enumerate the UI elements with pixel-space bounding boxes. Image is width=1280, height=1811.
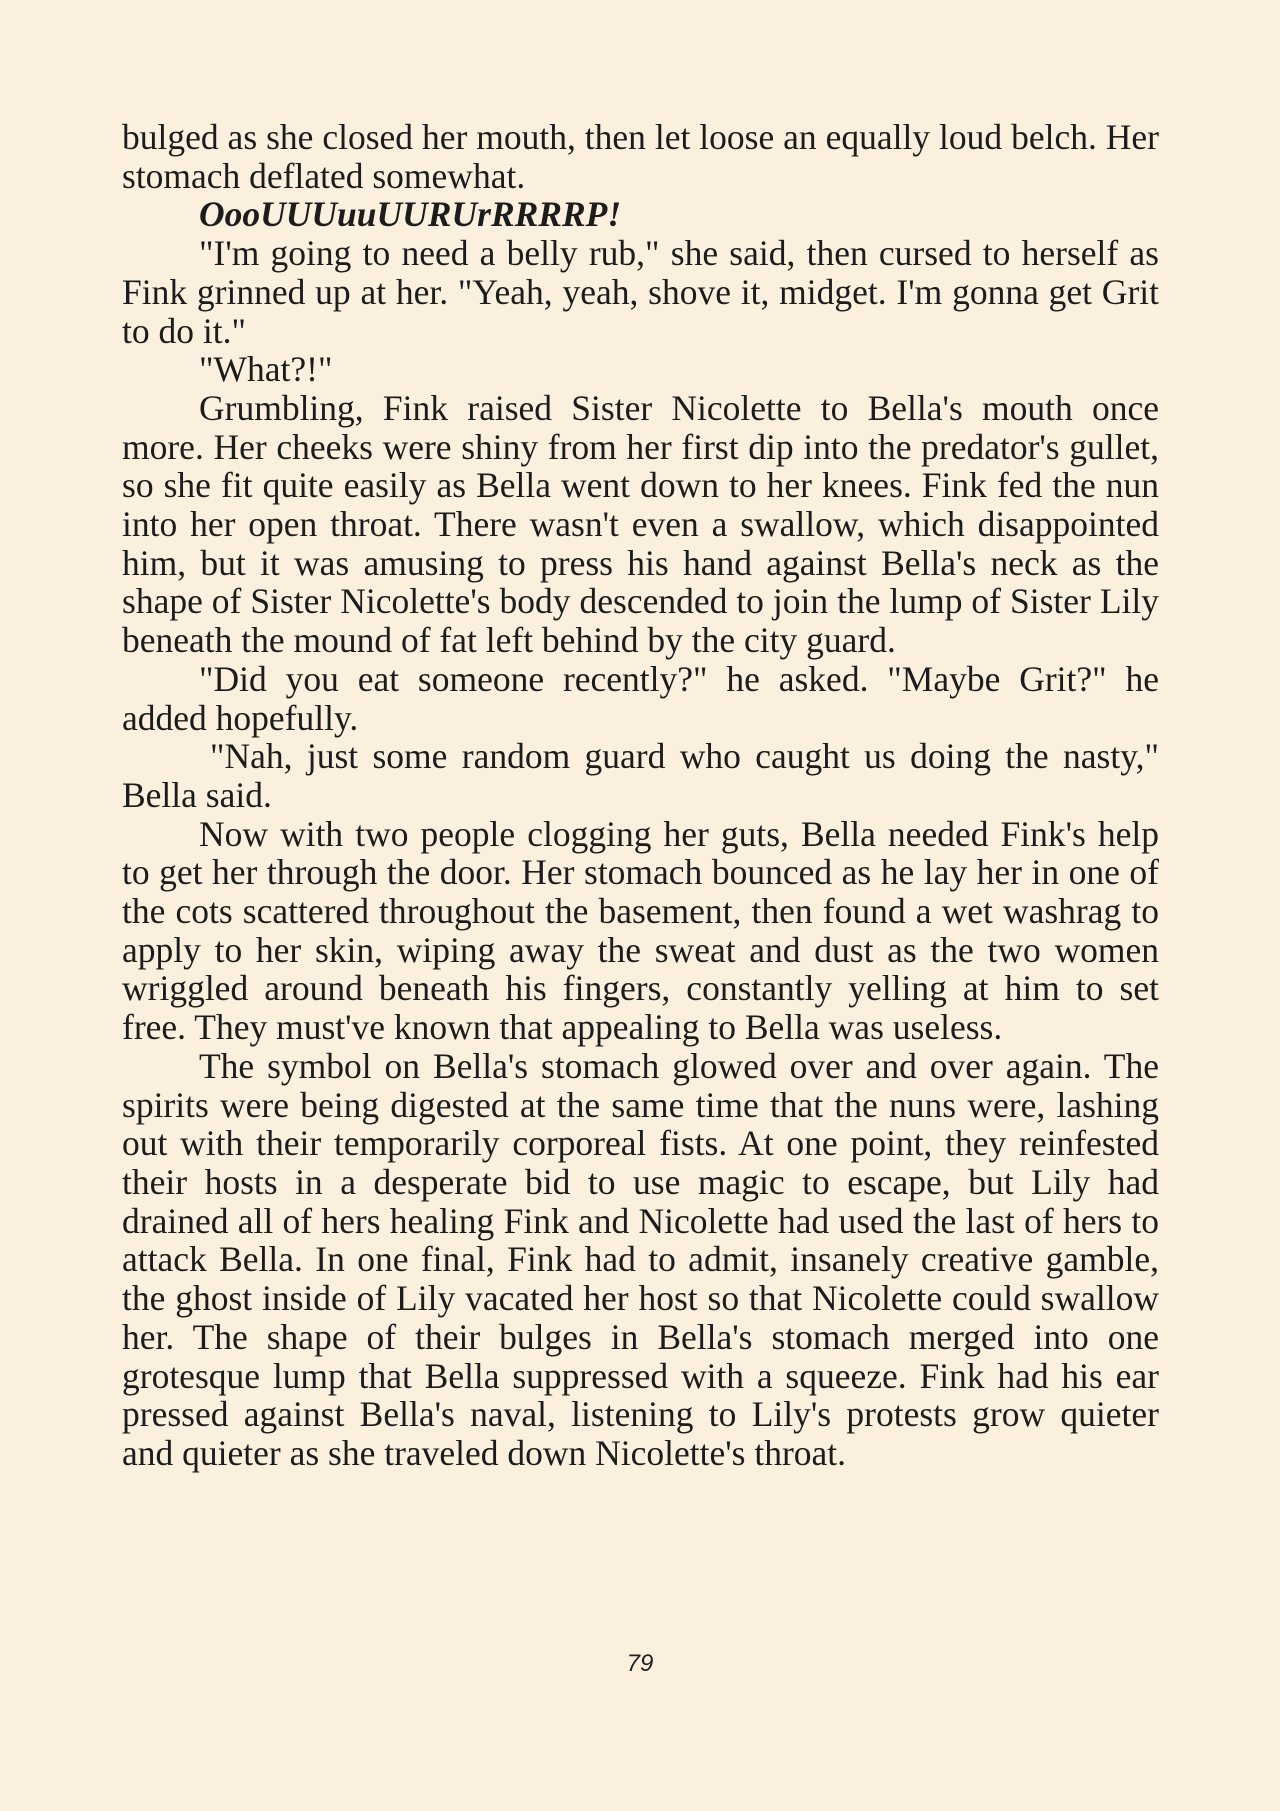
paragraph: Grumbling, Fink raised Sister Nicolette to Bella's mouth once more. Her cheeks were shiny from her first dip into the predator's gullet, so she fit quite easily as Bella went down to her knees. Fink fed the nun into her open throat. There wasn't even a swallow, which disappointed him, but it was amusing to press his hand against Bella's neck as the shape of Sister Nicolette's body descended to join the lump of Sister Lily beneath the mound of fat left behind by the city guard. xyxy=(122,387,1159,661)
page-body xyxy=(122,118,1159,1473)
paragraph: Now with two people clogging her guts, Bella needed Fink's help to get her through the door. Her stomach bounced as he lay her in one of the cots scattered throughout the basement, then found a wet washrag to apply to her skin, wiping away the sweat and dust as the two women wriggled around beneath his fingers, constantly yelling at him to set free. They must've known that appealing to Bella was useless. xyxy=(122,813,1159,1048)
paragraph: "Did you eat someone recently?" he asked. "Maybe Grit?" he added hopefully. xyxy=(122,658,1159,738)
paragraph: "Nah, just some random guard who caught us doing the nasty," Bella said. xyxy=(122,736,1159,815)
paragraph: bulged as she closed her mouth, then let loose an equally loud belch. Her stomach deflated somewhat. xyxy=(122,117,1159,196)
page-number: 79 xyxy=(626,1650,654,1677)
paragraph: "I'm going to need a belly rub," she said, then cursed to herself as Fink grinned up at her. "Yeah, yeah, shove it, midget. I'm gonna get Grit to do it." xyxy=(122,233,1159,351)
paragraph: The symbol on Bella's stomach glowed over and over again. The spirits were being digested at the same time that the nuns were, lashing out with their temporarily corporeal fists. At one point, they reinfested their hosts in a desperate bid to use magic to escape, but Lily had drained all of hers healing Fink and Nicolette had used the last of hers to attack Bella. In one final, Fink had to admit, insanely creative gamble, the ghost inside of Lily vacated her host so that Nicolette could swallow her. The shape of their bulges in Bella's stomach merged into one grotesque lump that Bella suppressed with a squeeze. Fink had his ear pressed against Bella's naval, listening to Lily's protests grow quieter and quieter as she traveled down Nicolette's throat. xyxy=(122,1045,1159,1473)
sound-effect: OooUUUuuUURUrRRRRP! xyxy=(199,194,622,235)
paragraph: "What?!" xyxy=(199,349,333,390)
